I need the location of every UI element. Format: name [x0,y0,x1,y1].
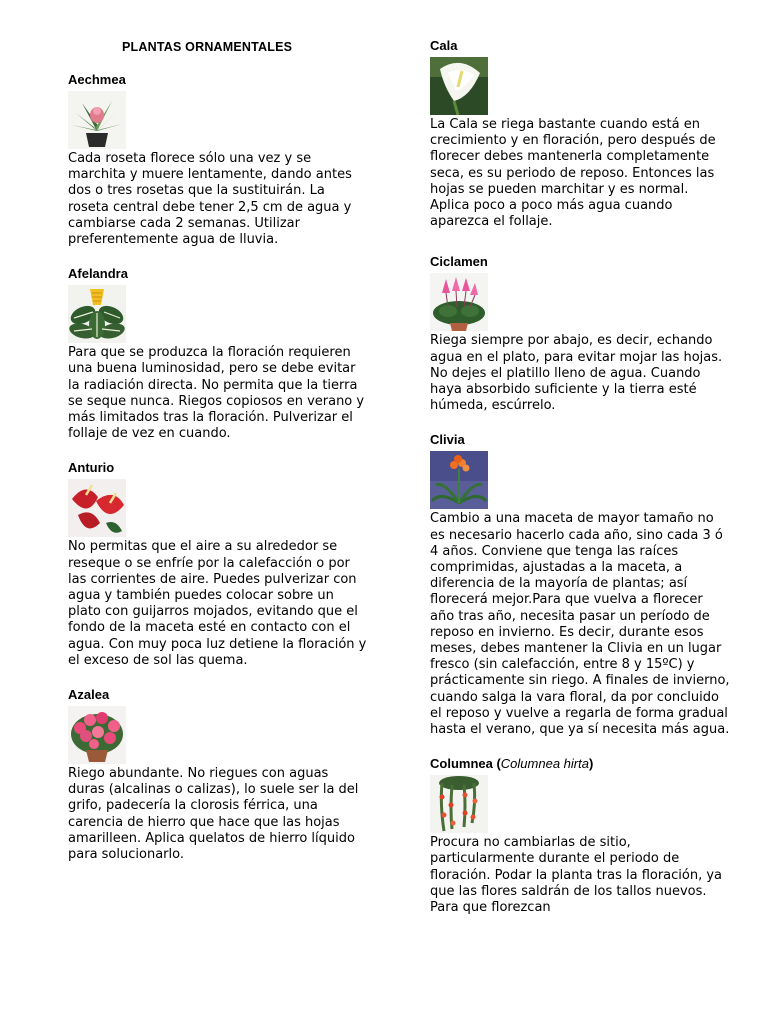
care-text: Cambio a una maceta de mayor tamaño no es necesario hacerlo cada año, sino cada 3 ó 4 años. Conviene que tenga las raíces comprimidas, ajustadas a la maceta, a diferencia de la mayoría de plantas; así florecerá mejor.Para que vuelva a florecer año tras año, necesita pasar un período de reposo en invierno. Es decir, durante esos meses, debes mantener la Clivia en un lugar fresco (sin calefacción, entre 8 y 15ºC) y prácticamente sin riego. A finales de invierno, cuando salga la vara floral, da por concluido el reposo y vuelve a regarla de forma gradual hasta el verano, que ya sí necesita más agua. [430,511,730,738]
plant-name: Afelandra [68,266,128,282]
plant-entry-columnea [430,756,730,916]
plant-entry-cala [430,38,730,230]
plant-entry-afelandra [68,266,368,442]
document-title: PLANTAS ORNAMENTALES [122,40,293,54]
azalea-flower-photo-icon [68,706,126,764]
plant-name: Anturio [68,460,115,476]
clivia-plant-photo-icon [430,451,488,509]
plant-entry-anturio [68,460,368,669]
plant-entry-azalea [68,687,368,863]
care-text: Procura no cambiarlas de sitio, particularmente durante el periodo de floración. Podar la planta tras la floración, ya que las flores saldrán de los tallos nuevos. Para que florezcan [430,835,723,916]
plant-entry-clivia [430,432,730,738]
anthurium-flower-photo-icon [68,479,126,537]
plant-name: Ciclamen [430,254,488,270]
care-text: Cada roseta florece sólo una vez y se marchita y muere lentamente, dando antes dos o tres rosetas que la sustituirán. La roseta central debe tener 2,5 cm de agua y cambiarse cada 2 semanas. Utilizar preferentemente agua de lluvia. [68,151,352,248]
care-text: No permitas que el aire a su alrededor se reseque o se enfríe por la calefacción o por las corrientes de aire. Puedes pulverizar con agua y también puedes colocar sobre un plato con guijarros mojados, evitando que el fondo de la maceta esté en contacto con el agua. Con muy poca luz detiene la floración y el exceso de sol las quema. [68,539,367,668]
right-column [430,38,730,934]
plant-name: Azalea [68,687,110,703]
plant-name: Columnea [430,756,493,772]
care-text: Para que se produzca la floración requieren una buena luminosidad, pero se debe evitar la radiación directa. No permita que la tierra se seque nunca. Riegos copiosos en verano y más limitados tras la floración. Pulverizar el follaje de vez en cuando. [68,345,365,442]
care-text: Riego abundante. No riegues con aguas duras (alcalinas o calizas), lo suele ser la del grifo, padecería la clorosis férrica, una carencia de hierro que hace que las hojas amarilleen. Aplica quelatos de hierro líquido para solucionarlo. [68,766,359,863]
plant-name: Aechmea [68,72,126,87]
care-text: La Cala se riega bastante cuando está en crecimiento y en floración, pero después de florecer debes mantenerla completamente seca, es su periodo de reposo. Entonces las hojas se pueden marchitar y es normal. Aplica poco a poco más agua cuando aparezca el follaje. [430,117,716,230]
bromeliad-plant-photo-icon [68,91,126,149]
scientific-name: Columnea hirta [500,756,589,772]
plant-heading: Columnea (Columnea hirta) [430,756,594,772]
left-column [68,38,368,881]
plant-name: Clivia [430,432,465,448]
plant-name: Cala [430,38,458,53]
zebra-plant-photo-icon [68,285,126,343]
care-text: Riega siempre por abajo, es decir, echando agua en el plato, para evitar mojar las hojas. No dejes el platillo lleno de agua. Cuando haya absorbido suficiente y la tierra esté húmeda, escúrrelo. [430,333,723,414]
calla-lily-photo-icon [430,57,488,115]
columnea-hanging-plant-photo-icon [430,775,488,833]
plant-entry-aechmea [68,72,368,248]
plant-entry-ciclamen [430,254,730,414]
cyclamen-flower-photo-icon [430,273,488,331]
